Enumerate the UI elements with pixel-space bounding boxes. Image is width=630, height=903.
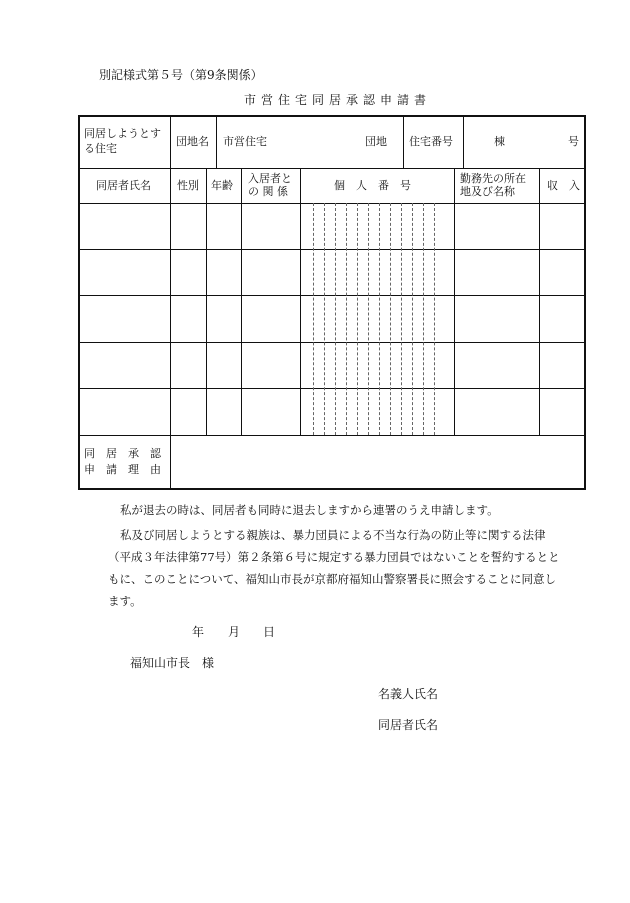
declaration-paragraph-2-line-2: （平成３年法律第77号）第２条第６号に規定する暴力団員ではないことを誓約するとと	[108, 550, 560, 564]
table-border-right	[584, 115, 586, 490]
applicant-name-label: 名義人氏名	[378, 687, 439, 701]
digit-separator	[357, 203, 358, 435]
city-housing-text: 市営住宅	[223, 135, 267, 148]
declaration-paragraph-2-line-3: もに、このことについて、福知山市長が京都府福知山警察署長に照会することに同意し	[108, 572, 557, 586]
rule-after-residence	[78, 168, 586, 169]
table-border-left	[78, 115, 80, 490]
rule-row-2	[78, 295, 586, 296]
table-border-bottom	[78, 488, 586, 490]
digit-separator	[434, 203, 435, 435]
addressee: 福知山市長 様	[130, 656, 215, 670]
col-workplace-line1: 勤務先の所在	[460, 172, 526, 185]
rule-residence-3	[403, 115, 404, 168]
cohabitant-name-label: 同居者氏名	[378, 718, 439, 732]
residence-label-line1: 同居しようとす	[84, 127, 161, 140]
building-label: 棟	[494, 135, 505, 148]
complex-name-label: 団地名	[176, 135, 209, 148]
digit-separator	[368, 203, 369, 435]
digit-separator	[423, 203, 424, 435]
rule-col-6	[539, 168, 540, 435]
rule-col-5	[454, 168, 455, 435]
table-border-top	[78, 115, 586, 117]
digit-separator	[313, 203, 314, 435]
rule-residence-4	[463, 115, 464, 168]
col-personal-number: 個 人 番 号	[334, 179, 411, 192]
col-relation-line1: 入居者と	[248, 172, 292, 185]
digit-separator	[346, 203, 347, 435]
residence-label-line2: る住宅	[84, 142, 117, 155]
reason-label-line2: 申 請 理 由	[84, 463, 161, 476]
rule-row-4	[78, 388, 586, 389]
form-number: 別記様式第５号（第9条関係）	[99, 68, 263, 82]
declaration-paragraph-2-line-4: ます。	[108, 594, 142, 608]
page-title: 市営住宅同居承認申請書	[244, 93, 432, 107]
digit-separator	[335, 203, 336, 435]
complex-suffix: 団地	[365, 135, 387, 148]
rule-after-header	[78, 203, 586, 204]
rule-col-1	[170, 168, 171, 488]
col-gender: 性別	[177, 179, 199, 192]
date-year: 年	[192, 625, 205, 639]
digit-separator	[379, 203, 380, 435]
declaration-paragraph-2-line-1: 私及び同居しようとする親族は、暴力団員による不当な行為の防止等に関する法律	[120, 528, 546, 542]
col-income: 収 入	[547, 179, 580, 192]
rule-row-5	[78, 435, 586, 436]
digit-separator	[390, 203, 391, 435]
house-number-label: 住宅番号	[409, 135, 453, 148]
rule-row-1	[78, 249, 586, 250]
rule-col-4	[300, 168, 301, 435]
rule-residence-1	[170, 115, 171, 168]
unit-label: 号	[568, 135, 579, 148]
digit-separator	[401, 203, 402, 435]
digit-separator	[412, 203, 413, 435]
col-cohabitant-name: 同居者氏名	[96, 179, 151, 192]
declaration-paragraph-1: 私が退去の時は、同居者も同時に退去しますから連署のうえ申請します。	[120, 503, 499, 517]
rule-row-3	[78, 342, 586, 343]
date-day: 日	[263, 625, 276, 639]
rule-residence-2	[216, 115, 217, 168]
digit-separator	[324, 203, 325, 435]
date-month: 月	[228, 625, 241, 639]
rule-col-3	[241, 168, 242, 435]
col-age: 年齢	[211, 179, 233, 192]
rule-col-2	[206, 168, 207, 435]
col-workplace-line2: 地及び名称	[460, 185, 515, 198]
reason-label-line1: 同 居 承 認	[84, 447, 161, 460]
col-relation-line2: の 関 係	[248, 185, 288, 198]
application-table	[78, 115, 586, 490]
